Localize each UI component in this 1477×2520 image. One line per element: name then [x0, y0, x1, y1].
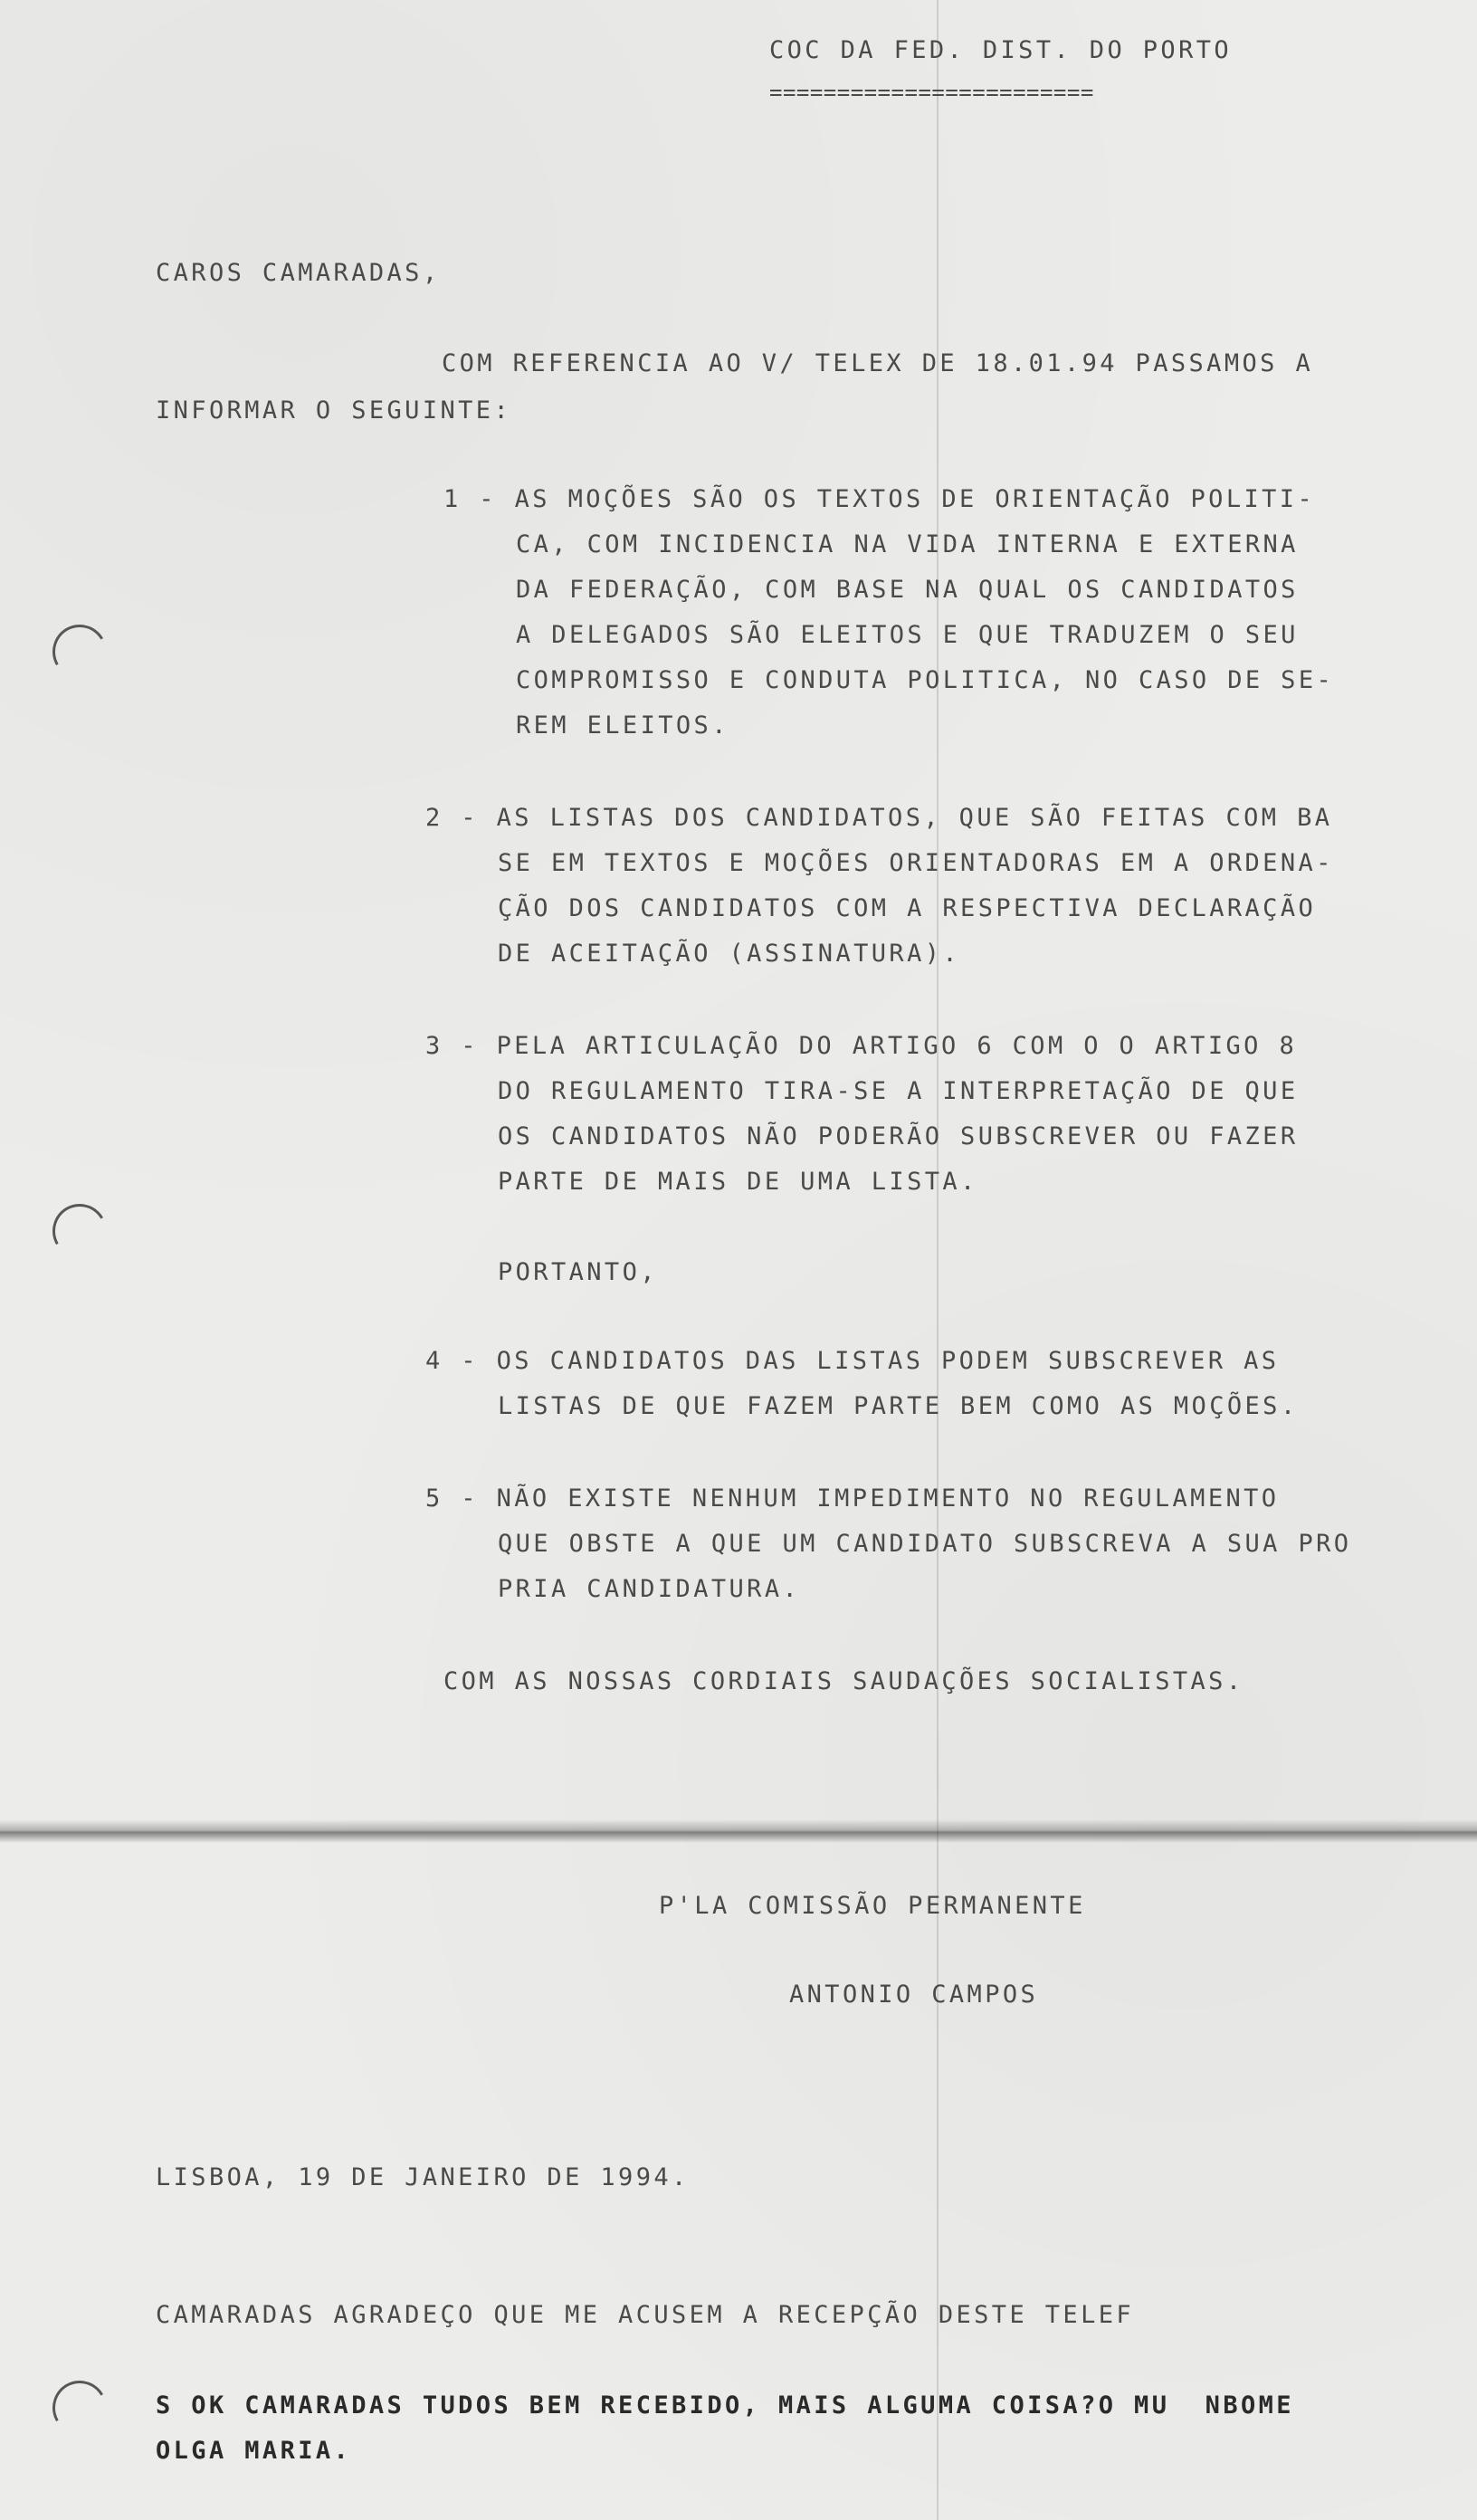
item-4-line-2: LISTAS DE QUE FAZEM PARTE BEM COMO AS MOÇÕES.	[498, 1392, 1299, 1420]
fold-line	[937, 0, 939, 2520]
item-2-line-3: ÇÃO DOS CANDIDATOS COM A RESPECTIVA DECLARAÇÃO	[498, 894, 1317, 922]
salutation: CAROS CAMARADAS,	[156, 259, 441, 287]
item-2-line-2: SE EM TEXTOS E MOÇÕES ORIENTADORAS EM A ORDENA-	[498, 849, 1334, 877]
item-1-line-1: 1 - AS MOÇÕES SÃO OS TEXTOS DE ORIENTAÇÃO POLITI-	[443, 485, 1316, 513]
intro-line-1: COM REFERENCIA AO V/ TELEX DE 18.01.94 PASSAMOS A	[442, 349, 1314, 377]
reply-line-1: S OK CAMARADAS TUDOS BEM RECEBIDO, MAIS ALGUMA COISA?O MU NBOME	[156, 2391, 1294, 2420]
signature-on-behalf: P'LA COMISSÃO PERMANENTE	[659, 1892, 1086, 1920]
place-date: LISBOA, 19 DE JANEIRO DE 1994.	[156, 2163, 690, 2191]
punch-hole	[46, 2374, 112, 2440]
item-5-line-1: 5 - NÃO EXISTE NENHUM IMPEDIMENTO NO REGULAMENTO	[425, 1484, 1280, 1513]
item-1-line-6: REM ELEITOS.	[516, 711, 729, 740]
item-3-line-3: OS CANDIDATOS NÃO PODERÃO SUBSCREVER OU FAZER	[498, 1122, 1299, 1150]
item-1-line-5: COMPROMISSO E CONDUTA POLITICA, NO CASO DE SE-	[516, 666, 1335, 694]
item-2-line-4: DE ACEITAÇÃO (ASSINATURA).	[498, 940, 961, 968]
item-3-line-4: PARTE DE MAIS DE UMA LISTA.	[498, 1168, 978, 1196]
tear-line	[0, 1819, 1477, 1843]
punch-hole	[46, 1198, 112, 1264]
item-1-line-3: DA FEDERAÇÃO, COM BASE NA QUAL OS CANDIDATOS	[516, 576, 1299, 604]
item-1-line-4: A DELEGADOS SÃO ELEITOS E QUE TRADUZEM O SEU	[516, 621, 1299, 649]
item-3-line-2: DO REGULAMENTO TIRA-SE A INTERPRETAÇÃO DE QUE	[498, 1077, 1299, 1105]
closing: COM AS NOSSAS CORDIAIS SAUDAÇÕES SOCIALISTAS.	[443, 1667, 1244, 1695]
item-1-line-2: CA, COM INCIDENCIA NA VIDA INTERNA E EXTERNA	[516, 530, 1299, 558]
intro-line-2: INFORMAR O SEGUINTE:	[156, 396, 512, 425]
item-3-line-1: 3 - PELA ARTICULAÇÃO DO ARTIGO 6 COM O O ARTIGO 8	[425, 1032, 1298, 1060]
item-5-line-2: QUE OBSTE A QUE UM CANDIDATO SUBSCREVA A SUA PRO	[498, 1530, 1352, 1558]
portanto: PORTANTO,	[498, 1258, 658, 1286]
signature-name: ANTONIO CAMPOS	[789, 1981, 1039, 2009]
header-title: COC DA FED. DIST. DO PORTO	[769, 36, 1233, 64]
header-underline: ========================	[769, 80, 1094, 105]
item-2-line-1: 2 - AS LISTAS DOS CANDIDATOS, QUE SÃO FEITAS COM BA	[425, 804, 1333, 832]
punch-hole	[46, 618, 112, 684]
receipt-request: CAMARADAS AGRADEÇO QUE ME ACUSEM A RECEPÇÃO DESTE TELEF	[156, 2301, 1135, 2329]
item-5-line-3: PRIA CANDIDATURA.	[498, 1575, 801, 1603]
reply-line-2: OLGA MARIA.	[156, 2437, 352, 2465]
item-4-line-1: 4 - OS CANDIDATOS DAS LISTAS PODEM SUBSCREVER AS	[425, 1347, 1280, 1375]
